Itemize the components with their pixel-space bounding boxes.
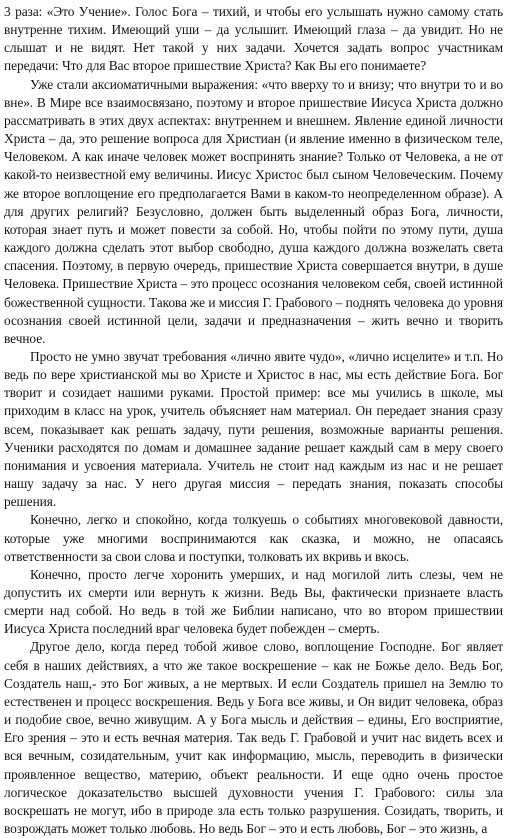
paragraph-5: Конечно, просто легче хоронить умерших, и над могилой лить слезы, чем не допустить их смерти или вернуть к жизни. Ведь Вы, фактически признаете власть смерти над собой. Но ведь в той же Библии написано, что во втором пришествии Иисуса Христа последний враг человека будет побежден – смерть. <box>4 566 503 637</box>
paragraph-1: 3 раза: «Это Учение». Голос Бога – тихий, и чтобы его услышать нужно самому стать внутренне тихим. Имеющий уши – да услышит. Имеющий глаза – да увидит. Но не слышат и не видят. Нет такой у них задачи. Хочется задать вопрос участникам передачи: Что для Вас второе пришествие Христа? Как Вы его понимаете? <box>4 4 503 74</box>
paragraph-3: Просто не умно звучат требования «лично явите чудо», «лично исцелите» и т.п. Но ведь по вере христианской мы во Христе и Христос в нас, мы есть действие Бога. Бог творит и созидает нашими руками. Простой пример: все мы учились в школе, мы приходим в класс на урок, учитель объясняет нам материал. Он передает знания сразу всем, показывает как решать задачу, пути решения, возможные варианты решения. Ученики расходятся по домам и домашнее задание решает каждый сам в меру своего понимания и усвоения материала. Учитель не стоит над каждым из нас и не решает нашу задачу за нас. У него другая миссия – передать знания, показать способы решения. <box>4 348 503 510</box>
paragraph-2: Уже стали аксиоматичными выражения: «что вверху то и внизу; что внутри то и во вне». В Мире все взаимосвязано, поэтому и второе пришествие Иисуса Христа должно рассматривать в этих двух аспектах: внутреннем и внешнем. Явление единой личности Христа – да, это решение вопроса для Христиан (и явление именно в физическом теле, Человеком. А как иначе человек может воспринять знание? Только от Человека, а не от какой-то неизвестной ему величины. Иисус Христос был сыном Человеческим. Почему же второе воплощение его предполагается Вами в каком-то неопределенном образе). А для других религий? Безусловно, должен быть выделенный образ Бога, личности, которая знает путь и может повести за собой. Но, чтобы пойти по этому пути, душа каждого должна сделать этот выбор свободно, душа каждого должна возжелать света спасения. Поэтому, в первую очередь, пришествие Христа совершается внутри, в душе Человека. Пришествие Христа – это процесс осознания человеком себя, своей истинной божественной сущности. Такова же и миссия Г. Грабового – поднять человека до уровня осознания своей истинной цели, задачи и предназначения – жить вечно и творить вечное. <box>4 76 503 346</box>
paragraph-4: Конечно, легко и спокойно, когда толкуешь о событиях многовековой давности, которые уже многими воспринимаются как сказка, и можно, не опасаясь ответственности за свои слова и поступки, толковать их вкривь и вкось. <box>4 512 503 564</box>
document-page <box>4 3 503 837</box>
paragraph-6: Другое дело, когда перед тобой живое слово, воплощение Господне. Бог являет себя в наших действиях, а что же такое воскрешение – как не Божье дело. Ведь Бог, Создатель наш,- это Бог живых, а не мертвых. И если Создатель пришел на Землю то естественен и процесс воскрешения. Ведь у Бога все живы, и Он видит человека, образ и подобие свое, вечно живущим. А у Бога мысль и действия – едины, Его восприятие, Его зрения – это и есть вечная материя. Так ведь Г. Грабовой и учит нас видеть всех и вся вечным, созидательным, учит как информацию, мысль, переводить в физически проявленное вещество, материю, объект реальности. И еще одно очень простое логическое доказательство высшей духовности учения Г. Грабового: силы зла воскрешать не могут, ибо в природе зла есть только разрушения. Созидать, творить, и возрождать может только любовь. Но ведь Бог – это и есть любовь, Бог – это жизнь, а <box>4 639 503 837</box>
